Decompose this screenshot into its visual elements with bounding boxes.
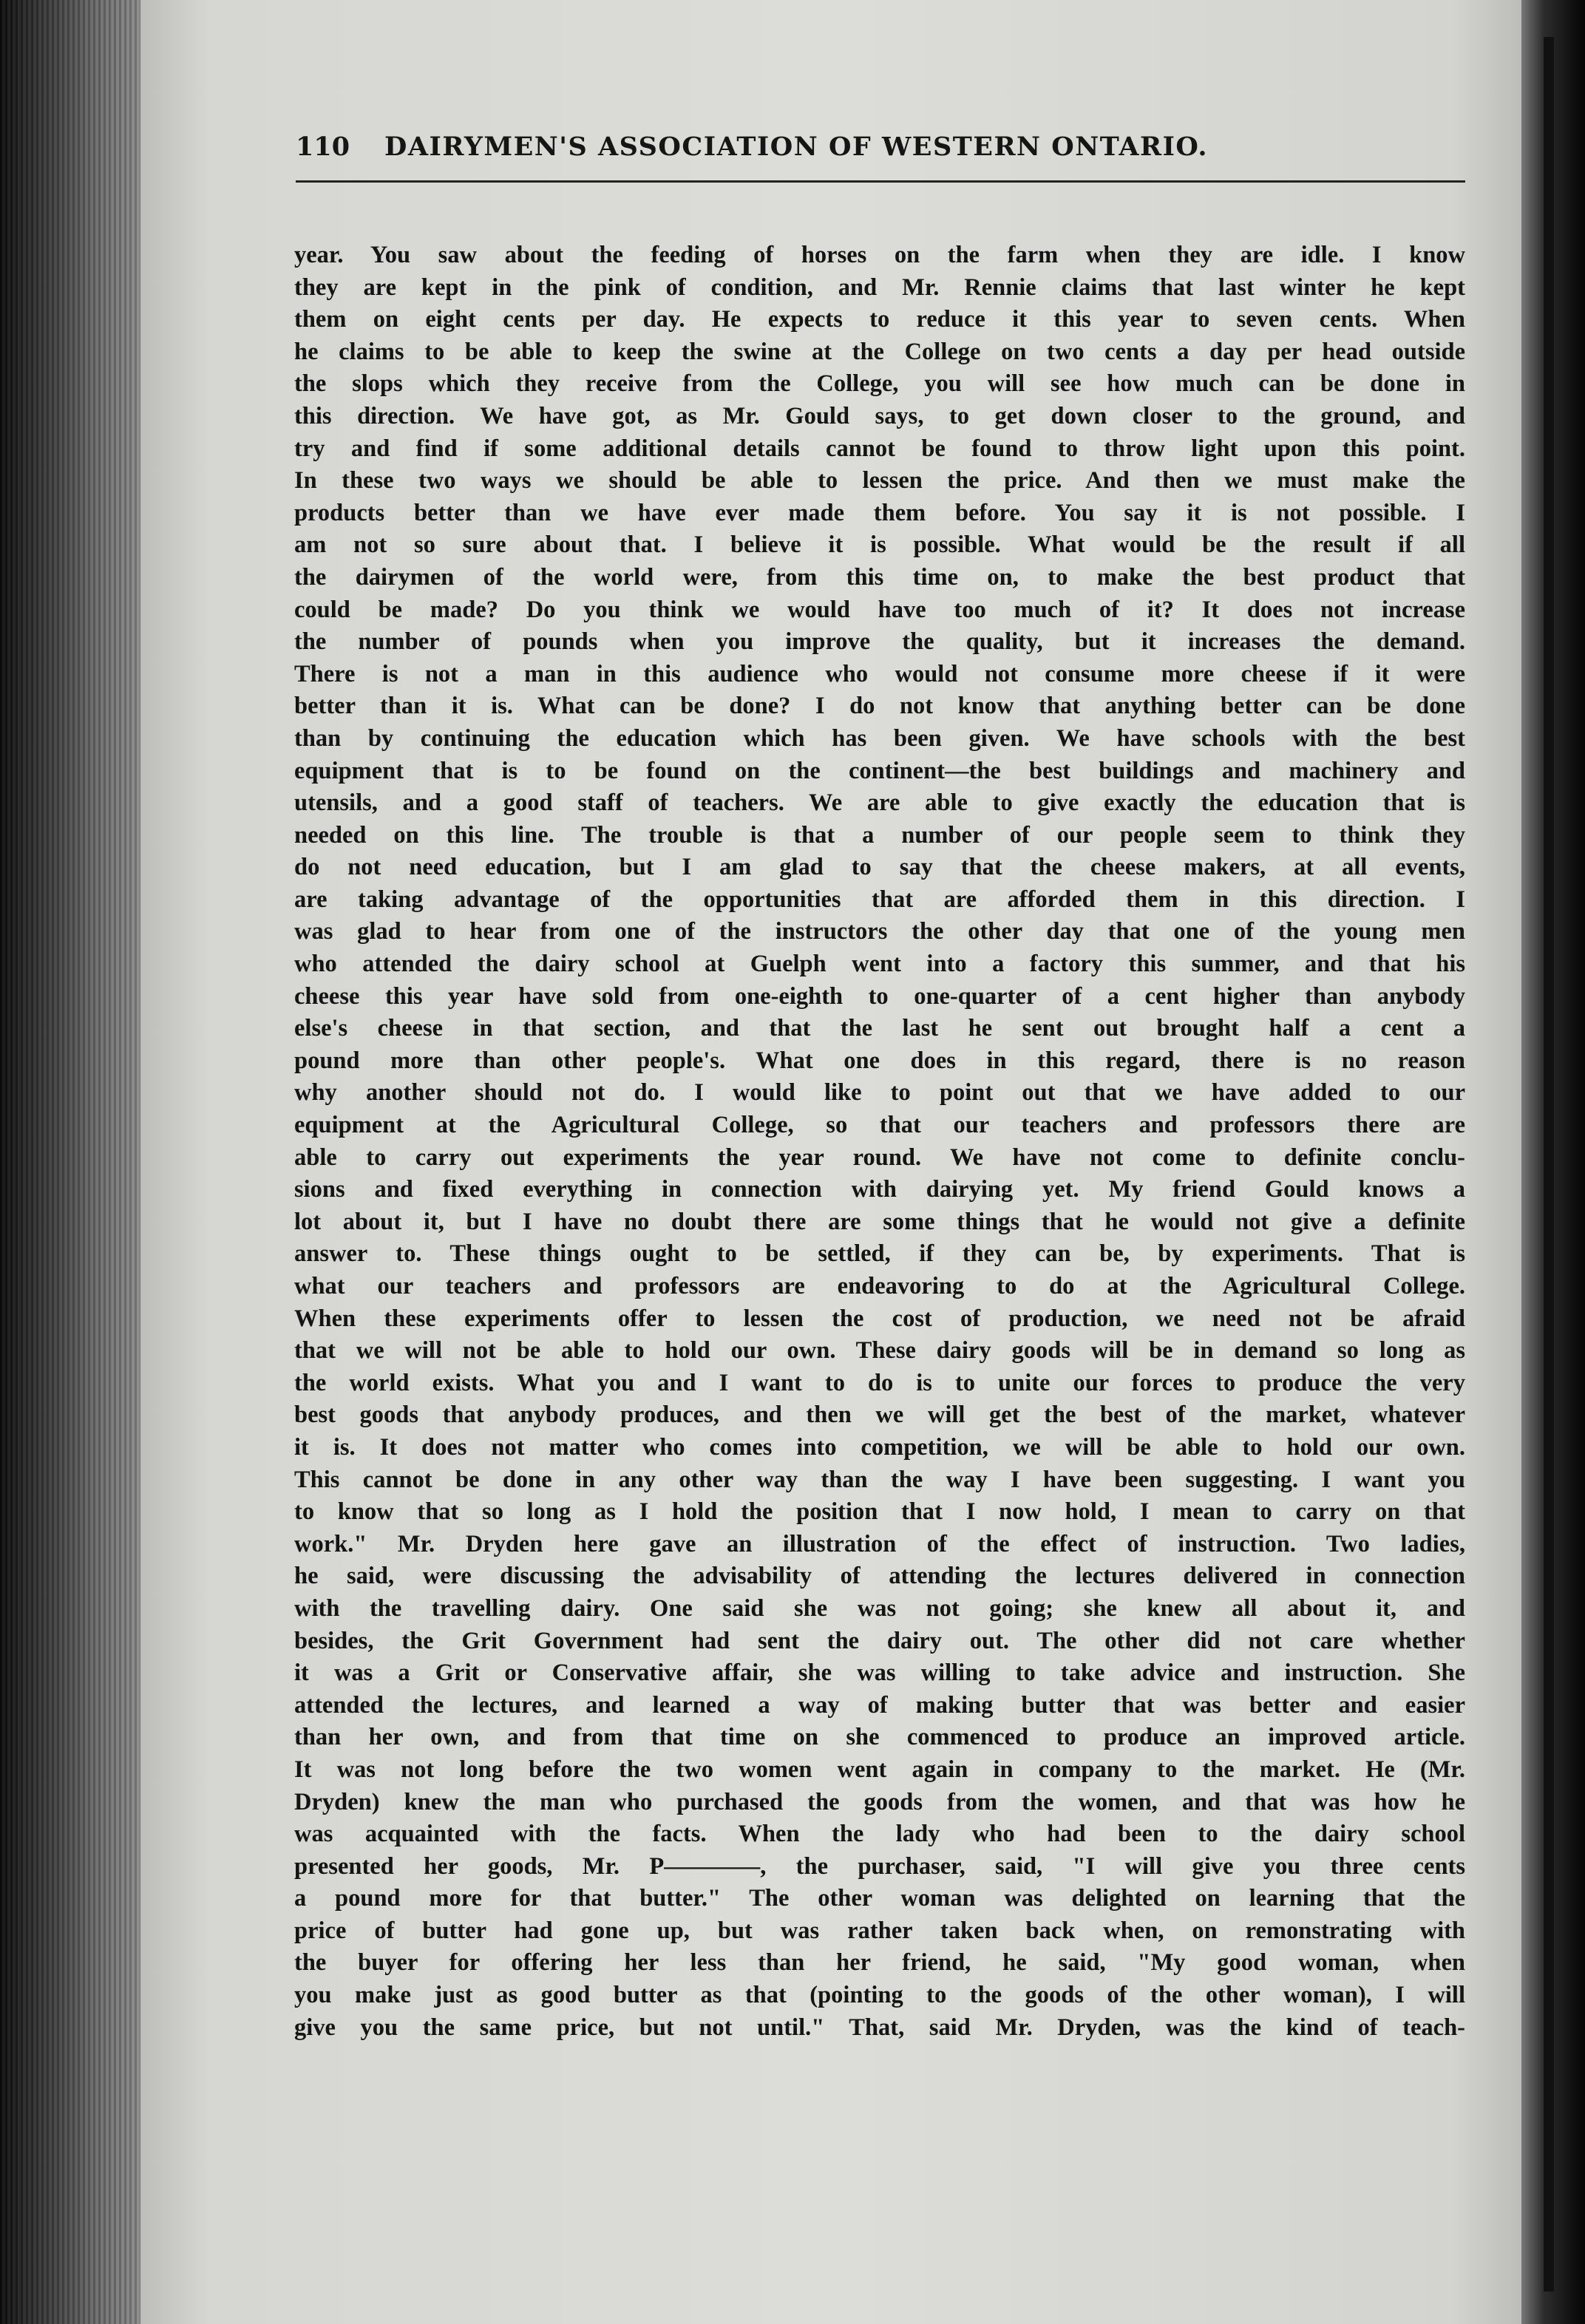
text-line: better than it is. What can be done? I do not know that anything better can be done [294, 693, 1465, 720]
body-text [294, 239, 1465, 2044]
text-line: do not need education, but I am glad to say that the cheese makers, at all events, [294, 854, 1465, 881]
text-line: he claims to be able to keep the swine at the College on two cents a day per head outside [294, 338, 1465, 365]
text-line: able to carry out experiments the year round. We have not come to definite conclu- [294, 1144, 1465, 1171]
text-line: was acquainted with the facts. When the lady who had been to the dairy school [294, 1821, 1465, 1848]
text-line: equipment that is to be found on the continent—the best buildings and machinery and [294, 757, 1465, 784]
text-line: sions and fixed everything in connection with dairying yet. My friend Gould knows a [294, 1176, 1465, 1203]
text-line: to know that so long as I hold the position that I now hold, I mean to carry on that [294, 1498, 1465, 1526]
text-line: besides, the Grit Government had sent the dairy out. The other did not care whether [294, 1627, 1465, 1654]
text-line: products better than we have ever made them before. You say it is not possible. I [294, 499, 1465, 526]
text-line: they are kept in the pink of condition, and Mr. Rennie claims that last winter he kept [294, 273, 1465, 301]
text-line: the dairymen of the world were, from this time on, to make the best product that [294, 563, 1465, 591]
text-line: a pound more for that butter." The other woman was delighted on learning that the [294, 1885, 1465, 1912]
text-line: In these two ways we should be able to lessen the price. And then we must make the [294, 467, 1465, 495]
text-line: It was not long before the two women went again in company to the market. He (Mr. [294, 1756, 1465, 1783]
text-line: attended the lectures, and learned a way of making butter that was better and easier [294, 1691, 1465, 1719]
text-line: Dryden) knew the man who purchased the goods from the women, and that was how he [294, 1788, 1465, 1815]
text-line: This cannot be done in any other way than the way I have been suggesting. I want you [294, 1466, 1465, 1493]
text-line: answer to. These things ought to be settled, if they can be, by experiments. That is [294, 1240, 1465, 1268]
text-line: could be made? Do you think we would have too much of it? It does not increase [294, 596, 1465, 623]
text-line: the buyer for offering her less than her friend, he said, "My good woman, when [294, 1949, 1465, 1977]
text-line: was glad to hear from one of the instructors the other day that one of the young men [294, 918, 1465, 945]
text-line: with the travelling dairy. One said she was not going; she knew all about it, and [294, 1594, 1465, 1622]
book-page-edges-left [0, 0, 140, 2324]
text-line: it was a Grit or Conservative affair, she was willing to take advice and instruction. She [294, 1659, 1465, 1687]
text-line: When these experiments offer to lessen the cost of production, we need not be afraid [294, 1305, 1465, 1332]
text-line: work." Mr. Dryden here gave an illustration of the effect of instruction. Two ladies, [294, 1530, 1465, 1557]
text-line: else's cheese in that section, and that the last he sent out brought half a cent a [294, 1015, 1465, 1042]
text-line: needed on this line. The trouble is that a number of our people seem to think they [294, 821, 1465, 849]
text-line: give you the same price, but not until." That, said Mr. Dryden, was the kind of teach- [294, 2014, 1465, 2041]
text-line: the world exists. What you and I want to do is to unite our forces to produce the very [294, 1369, 1465, 1396]
text-line: price of butter had gone up, but was rather taken back when, on remonstrating with [294, 1917, 1465, 1944]
text-line: utensils, and a good staff of teachers. We are able to give exactly the education that is [294, 789, 1465, 817]
text-line: equipment at the Agricultural College, so that our teachers and professors there are [294, 1112, 1465, 1139]
text-line: than by continuing the education which has been given. We have schools with the best [294, 724, 1465, 752]
text-line: you make just as good butter as that (pointing to the goods of the other woman), I will [294, 1982, 1465, 2009]
text-line: pound more than other people's. What one does in this regard, there is no reason [294, 1047, 1465, 1074]
text-line: lot about it, but I have no doubt there are some things that he would not give a definite [294, 1208, 1465, 1235]
text-line: what our teachers and professors are endeavoring to do at the Agricultural College. [294, 1273, 1465, 1299]
book-gutter-right [1521, 0, 1585, 2324]
text-line: best goods that anybody produces, and then we will get the best of the market, whatever [294, 1401, 1465, 1429]
text-line: try and find if some additional details cannot be found to throw light upon this point. [294, 435, 1465, 462]
text-line: year. You saw about the feeding of horses on the farm when they are idle. I know [294, 242, 1465, 268]
text-line: them on eight cents per day. He expects to reduce it this year to seven cents. When [294, 306, 1465, 333]
text-line: he said, were discussing the advisability of attending the lectures delivered in connection [294, 1563, 1465, 1590]
text-line: am not so sure about that. I believe it is possible. What would be the result if all [294, 531, 1465, 559]
text-line: the slops which they receive from the College, you will see how much can be done in [294, 370, 1465, 398]
text-line: it is. It does not matter who comes into competition, we will be able to hold our own. [294, 1433, 1465, 1461]
page-number: 110 [296, 132, 350, 162]
text-line: the number of pounds when you improve the quality, but it increases the demand. [294, 628, 1465, 656]
text-line: why another should not do. I would like to point out that we have added to our [294, 1079, 1465, 1107]
text-line: are taking advantage of the opportunities that are afforded them in this direction. I [294, 886, 1465, 913]
text-line: this direction. We have got, as Mr. Gould says, to get down closer to the ground, and [294, 402, 1465, 429]
header-rule [296, 180, 1465, 183]
text-line: There is not a man in this audience who would not consume more cheese if it were [294, 660, 1465, 687]
journal-title: DAIRYMEN'S ASSOCIATION OF WESTERN ONTARIO. [384, 132, 1209, 162]
text-line: that we will not be able to hold our own. These dairy goods will be in demand so long as [294, 1337, 1465, 1365]
book-spine-shadow [1544, 37, 1554, 2291]
text-line: presented her goods, Mr. P————, the purchaser, said, "I will give you three cents [294, 1852, 1465, 1880]
text-line: cheese this year have sold from one-eighth to one-quarter of a cent higher than anybody [294, 982, 1465, 1010]
text-line: who attended the dairy school at Guelph went into a factory this summer, and that his [294, 951, 1465, 978]
running-head [296, 132, 1464, 176]
text-line: than her own, and from that time on she commenced to produce an improved article. [294, 1724, 1465, 1751]
